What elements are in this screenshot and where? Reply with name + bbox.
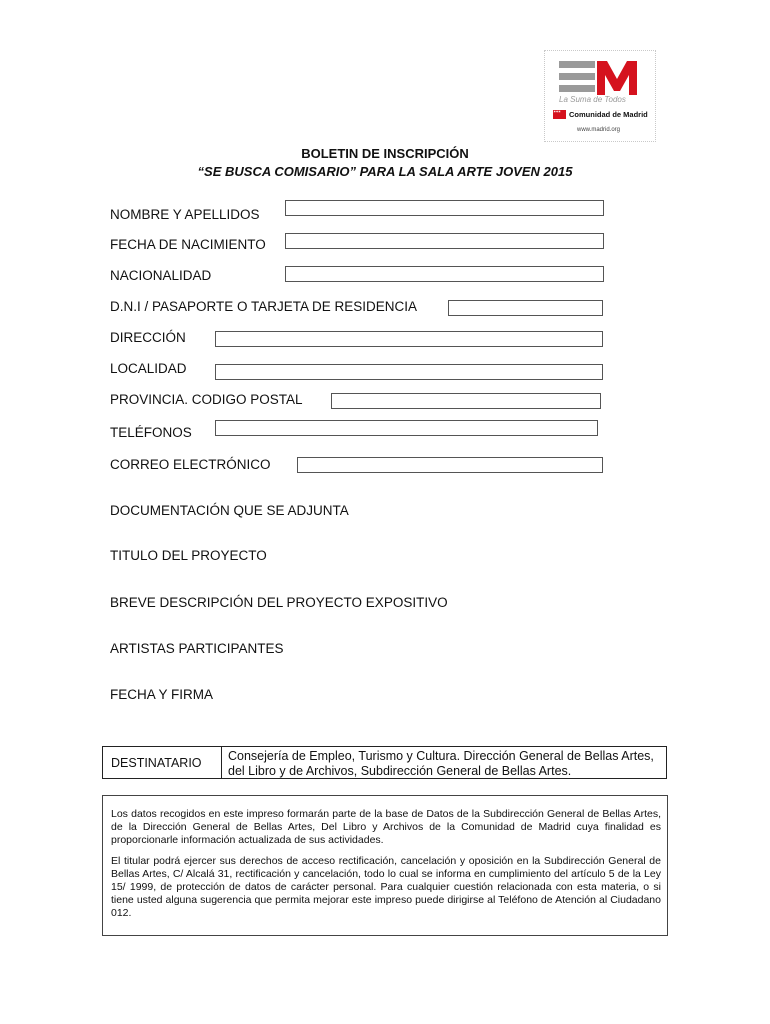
label-direccion: DIRECCIÓN: [110, 330, 186, 345]
input-telefonos[interactable]: [215, 420, 598, 436]
section-documentacion: DOCUMENTACIÓN QUE SE ADJUNTA: [110, 503, 349, 518]
comunidad-madrid-logo: [544, 50, 656, 142]
destinatario-table: [102, 746, 667, 779]
input-direccion[interactable]: [215, 331, 603, 347]
logo-brand-row: [553, 110, 648, 119]
section-artistas: ARTISTAS PARTICIPANTES: [110, 641, 284, 656]
label-nacionalidad: NACIONALIDAD: [110, 268, 212, 283]
input-nacionalidad[interactable]: [285, 266, 604, 282]
input-fecha-nacimiento[interactable]: [285, 233, 604, 249]
section-descripcion: BREVE DESCRIPCIÓN DEL PROYECTO EXPOSITIVO: [110, 595, 448, 610]
section-fecha-firma: FECHA Y FIRMA: [110, 687, 214, 702]
label-nombre: NOMBRE Y APELLIDOS: [110, 207, 260, 222]
label-telefonos: TELÉFONOS: [110, 425, 192, 440]
input-localidad[interactable]: [215, 364, 603, 380]
form-subtitle: “SE BUSCA COMISARIO” PARA LA SALA ARTE JOVEN 2015: [197, 164, 573, 179]
privacy-paragraph-2: El titular podrá ejercer sus derechos de acceso rectificación, cancelación y oposición en la Subdirección General de Bellas Artes, C/ Alcalá 31, rectificación y cancelación, todo lo cual se informa en cumplimiento del artículo 5 de la Ley 15/ 1999, de protección de datos de carácter personal. Para cualquier cuestión relacionada con esta materia, o si tiene usted alguna sugerencia que permita mejorar este impreso puede dirigirse al Teléfono de Atención al Ciudadano 012.: [111, 855, 661, 919]
destinatario-label: DESTINATARIO: [103, 747, 222, 778]
madrid-m-icon: [559, 59, 641, 97]
privacy-paragraph-1: Los datos recogidos en este impreso formarán parte de la base de Datos de la Subdirección General de Bellas Artes, de la Dirección General de Bellas Artes, Del Libro y Archivos de la Comunidad de Madrid cuya finalidad es proporcionarle información actualizada de sus actividades.: [111, 808, 661, 846]
form-title: BOLETIN DE INSCRIPCIÓN: [301, 146, 469, 161]
privacy-notice: [102, 795, 668, 936]
input-dni[interactable]: [448, 300, 603, 316]
section-titulo: TITULO DEL PROYECTO: [110, 548, 267, 563]
logo-brand: Comunidad de Madrid: [569, 110, 648, 119]
label-localidad: LOCALIDAD: [110, 361, 187, 376]
input-correo[interactable]: [297, 457, 603, 473]
label-dni: D.N.I / PASAPORTE O TARJETA DE RESIDENCIA: [110, 299, 418, 314]
madrid-flag-icon: [553, 110, 566, 119]
input-provincia[interactable]: [331, 393, 601, 409]
input-nombre[interactable]: [285, 200, 604, 216]
logo-url: www.madrid.org: [577, 127, 621, 133]
logo-tagline: La Suma de Todos: [559, 95, 626, 104]
label-fecha-nacimiento: FECHA DE NACIMIENTO: [110, 237, 266, 252]
destinatario-value: Consejería de Empleo, Turismo y Cultura. Dirección General de Bellas Artes, del Libro y de Archivos, Subdirección General de Bellas Artes.: [228, 749, 654, 778]
label-correo: CORREO ELECTRÓNICO: [110, 457, 271, 472]
label-provincia: PROVINCIA. CODIGO POSTAL: [110, 392, 303, 407]
